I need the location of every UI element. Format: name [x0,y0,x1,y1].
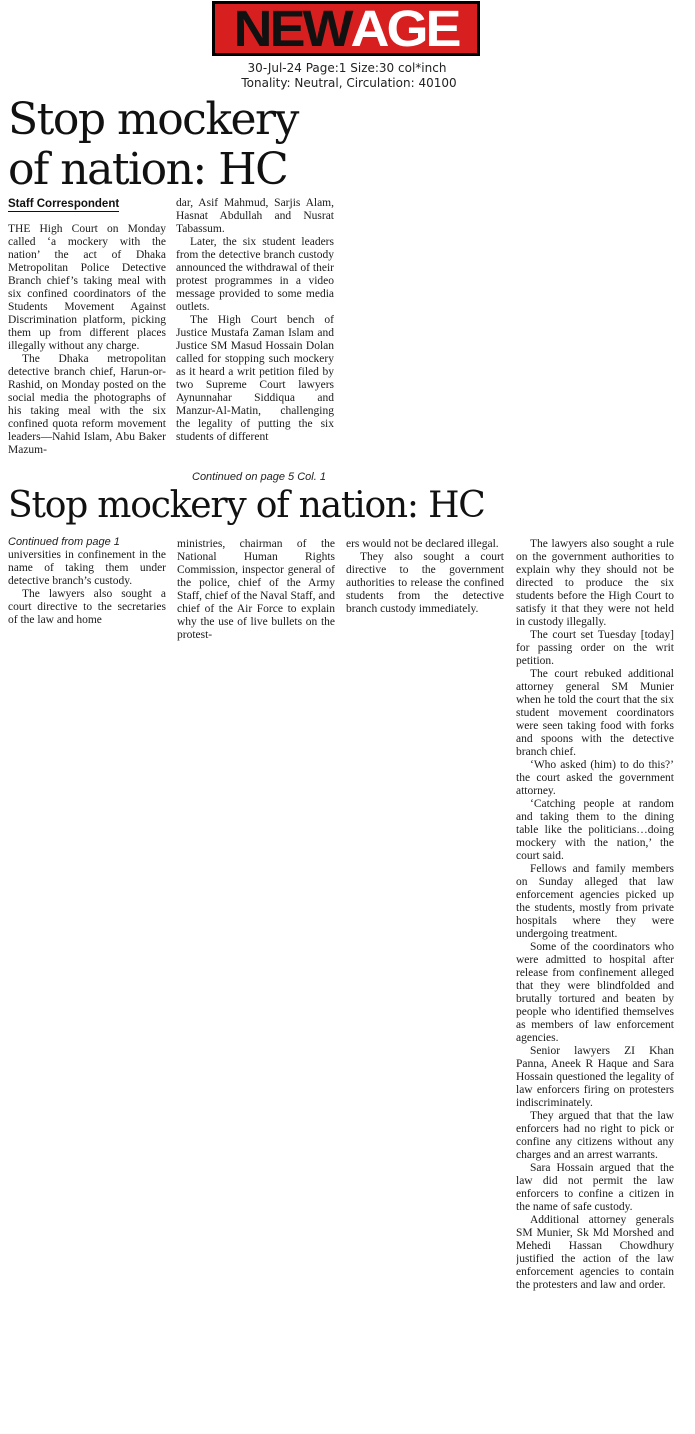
paragraph: Sara Hossain argued that the law did not permit the law enforcers to confine a citizen in the name of safe custody. [516,1162,674,1213]
paragraph: The lawyers also sought a rule on the government authorities to explain why they should not be directed to produce the six students before the High Court to satisfy it that they were not held in custody illegally. [516,538,674,628]
headline-line2: of nation: HC [8,144,288,195]
paragraph: The High Court bench of Justice Mustafa Zaman Islam and Justice SM Masud Hossain Dolan called for stopping such mockery as it heard a writ petition filed by two Supreme Court lawyers Aynunnahar Siddiqua and Manzur-Al-Matin, challenging the legality of putting the six students of different [176,314,334,443]
headline-line1: Stop mockery [8,94,298,145]
logo-age: AGE [350,1,459,56]
jump-column-4 [516,538,674,1418]
jump-headline: Stop mockery of nation: HC [8,485,485,526]
paragraph: THE High Court on Monday called ‘a mockery with the nation’ the act of Dhaka Metropolitan Police Detective Branch chief’s taking meal with six confined coordinators of the Students Movement Against Discrimination platform, picking them up from different places illegally without any charge. [8,223,166,352]
paragraph: ministries, chairman of the National Human Rights Commission, inspector general of the police, chief of the Army Staff, chief of the Naval Staff, and chief of the Air Force to explain why the use of live bullets on the protest- [177,538,335,641]
front-column-2 [176,197,334,459]
paragraph: ‘Catching people at random and taking them to the dining table like the politicians…doing mockery with the nation,’ the court said. [516,798,674,862]
continued-on-note: Continued on page 5 Col. 1 [192,471,326,483]
paragraph: ers would not be declared illegal. [346,538,499,550]
byline: Staff Correspondent [8,198,120,210]
newage-logo [212,1,480,56]
paragraph: Fellows and family members on Sunday alleged that law enforcement agencies picked up the students, mostly from private hospitals where they were undergoing treatment. [516,863,674,940]
paragraph: ‘Who asked (him) to do this?’ the court asked the government attorney. [516,759,674,797]
paragraph: The Dhaka metropolitan detective branch chief, Harun-or-Rashid, on Monday posted on the social media the photographs of his taking meal with the six confined quota reform movement leaders—Nahid Islam, Abu Baker Mazum- [8,353,166,456]
clip-meta-line1: 30-Jul-24 Page:1 Size:30 col*inch [247,61,447,75]
jump-column-1 [8,549,166,649]
continued-from-note: Continued from page 1 [8,536,120,548]
paragraph: They argued that that the law enforcers had no right to pick or confine any citizens without any charges and an arrest warrants. [516,1110,674,1161]
paragraph: universities in confinement in the name of taking them under detective branch’s custody. [8,549,166,587]
paragraph: The court set Tuesday [today] for passing order on the writ petition. [516,629,674,667]
paragraph: dar, Asif Mahmud, Sarjis Alam, Hasnat Abdullah and Nusrat Tabassum. [176,197,334,235]
jump-column-2 [177,538,335,648]
clip-meta-line2: Tonality: Neutral, Circulation: 40100 [241,76,457,90]
logo-new: NEW [233,1,351,56]
paragraph: Senior lawyers ZI Khan Panna, Aneek R Haque and Sara Hossain questioned the legality of law enforcers firing on protesters indiscriminately. [516,1045,674,1109]
paragraph: The lawyers also sought a court directive to the secretaries of the law and home [8,588,166,626]
front-column-1 [8,223,166,471]
paragraph: Additional attorney generals SM Munier, Sk Md Morshed and Mehedi Hassan Chowdhury justified the action of the law enforcement agencies to contain the protesters and law and order. [516,1214,674,1291]
paragraph: They also sought a court directive to the government authorities to release the confined students from the detective branch custody immediately. [346,551,504,615]
jump-column-3 [346,538,504,648]
paragraph: Some of the coordinators who were admitted to hospital after release from confinement alleged that they were blindfolded and brutally tortured and beaten by people who identified themselves as members of law enforcement agencies. [516,941,674,1044]
paragraph: Later, the six student leaders from the detective branch custody announced the withdrawal of their protest programmes in a video message provided to some media outlets. [176,236,334,313]
paragraph: The court rebuked additional attorney general SM Munier when he told the court that the six student movement coordinators were seen taking food with forks and spoons with the detective branch chief. [516,668,674,758]
